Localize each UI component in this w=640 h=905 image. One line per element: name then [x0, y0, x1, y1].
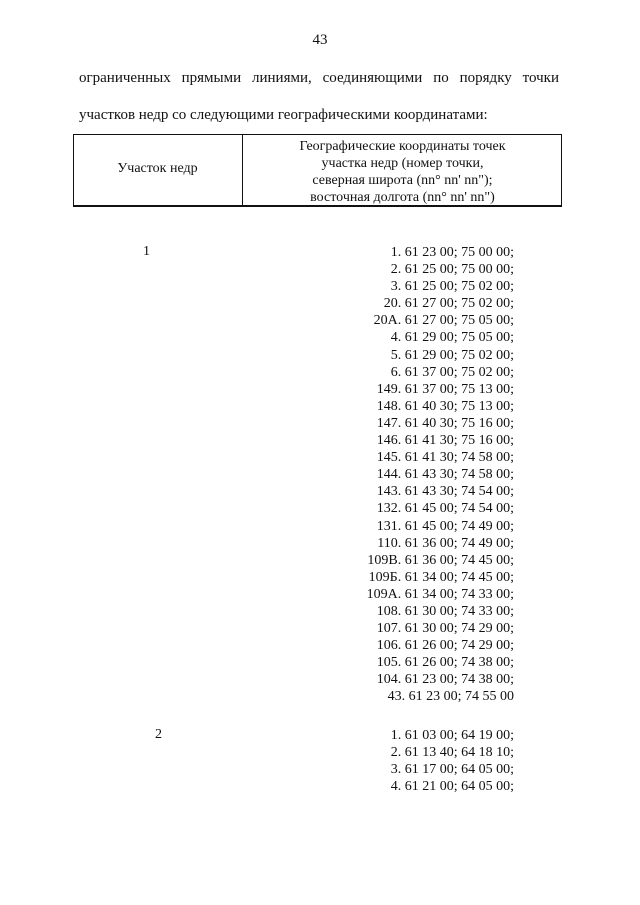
- coordinate-point: 145. 61 41 30; 74 58 00;: [376, 450, 514, 466]
- coordinate-point: 2. 61 13 40; 64 18 10;: [390, 745, 514, 761]
- coordinates-table-header: [73, 134, 562, 207]
- coordinate-point: 109Б. 61 34 00; 74 45 00;: [368, 569, 514, 585]
- coordinate-point: 107. 61 30 00; 74 29 00;: [376, 621, 514, 637]
- coordinate-point: 3. 61 17 00; 64 05 00;: [390, 762, 514, 778]
- coordinate-point: 146. 61 41 30; 75 16 00;: [376, 433, 514, 449]
- coordinate-point: 149. 61 37 00; 75 13 00;: [376, 381, 514, 397]
- paragraph-line-2: участков недр со следующими географическими координатами:: [79, 107, 488, 123]
- coordinate-point: 144. 61 43 30; 74 58 00;: [376, 467, 514, 483]
- coordinate-point: 1. 61 23 00; 75 00 00;: [390, 245, 514, 260]
- coordinate-point: 132. 61 45 00; 74 54 00;: [376, 501, 514, 517]
- parcel-coordinates-list: [300, 727, 514, 795]
- coordinate-point: 148. 61 40 30; 75 13 00;: [376, 398, 514, 414]
- coordinate-point: 106. 61 26 00; 74 29 00;: [376, 638, 514, 654]
- parcel-label: 2: [155, 727, 162, 742]
- coordinate-point: 131. 61 45 00; 74 49 00;: [376, 518, 514, 534]
- column-header-coordinates-line: северная широта (nn° nn' nn");: [312, 173, 493, 188]
- coordinate-point: 104. 61 23 00; 74 38 00;: [376, 672, 514, 688]
- coordinate-point: 43. 61 23 00; 74 55 00: [387, 689, 514, 705]
- coordinate-point: 20. 61 27 00; 75 02 00;: [383, 296, 514, 312]
- paragraph-line-1: ограниченных прямыми линиями, соединяющими по порядку точки: [79, 70, 559, 86]
- coordinate-point: 108. 61 30 00; 74 33 00;: [376, 603, 514, 619]
- coordinate-point: 5. 61 29 00; 75 02 00;: [390, 347, 514, 363]
- column-header-coordinates-line: восточная долгота (nn° nn' nn"): [310, 190, 495, 205]
- parcel-label: 1: [143, 244, 150, 259]
- coordinate-point: 20А. 61 27 00; 75 05 00;: [373, 313, 514, 329]
- coordinate-point: 147. 61 40 30; 75 16 00;: [376, 415, 514, 431]
- coordinate-point: 143. 61 43 30; 74 54 00;: [376, 484, 514, 500]
- coordinate-point: 2. 61 25 00; 75 00 00;: [390, 262, 514, 278]
- column-header-coordinates-line: Географические координаты точек: [299, 139, 506, 154]
- coordinate-point: 6. 61 37 00; 75 02 00;: [390, 364, 514, 380]
- page-number: 43: [312, 32, 328, 48]
- column-header-coordinates-line: участка недр (номер точки,: [321, 156, 484, 171]
- coordinate-point: 105. 61 26 00; 74 38 00;: [376, 655, 514, 671]
- coordinate-point: 110. 61 36 00; 74 49 00;: [377, 535, 514, 551]
- coordinate-point: 4. 61 29 00; 75 05 00;: [390, 330, 514, 346]
- column-header-parcel: Участок недр: [117, 161, 198, 176]
- coordinate-point: 1. 61 03 00; 64 19 00;: [390, 728, 514, 743]
- coordinate-point: 109А. 61 34 00; 74 33 00;: [366, 586, 514, 602]
- coordinate-point: 4. 61 21 00; 64 05 00;: [390, 779, 514, 795]
- coordinate-point: 3. 61 25 00; 75 02 00;: [390, 279, 514, 295]
- column-header-coordinates: [243, 138, 562, 206]
- parcel-coordinates-list: [300, 244, 514, 706]
- coordinate-point: 109В. 61 36 00; 74 45 00;: [367, 552, 514, 568]
